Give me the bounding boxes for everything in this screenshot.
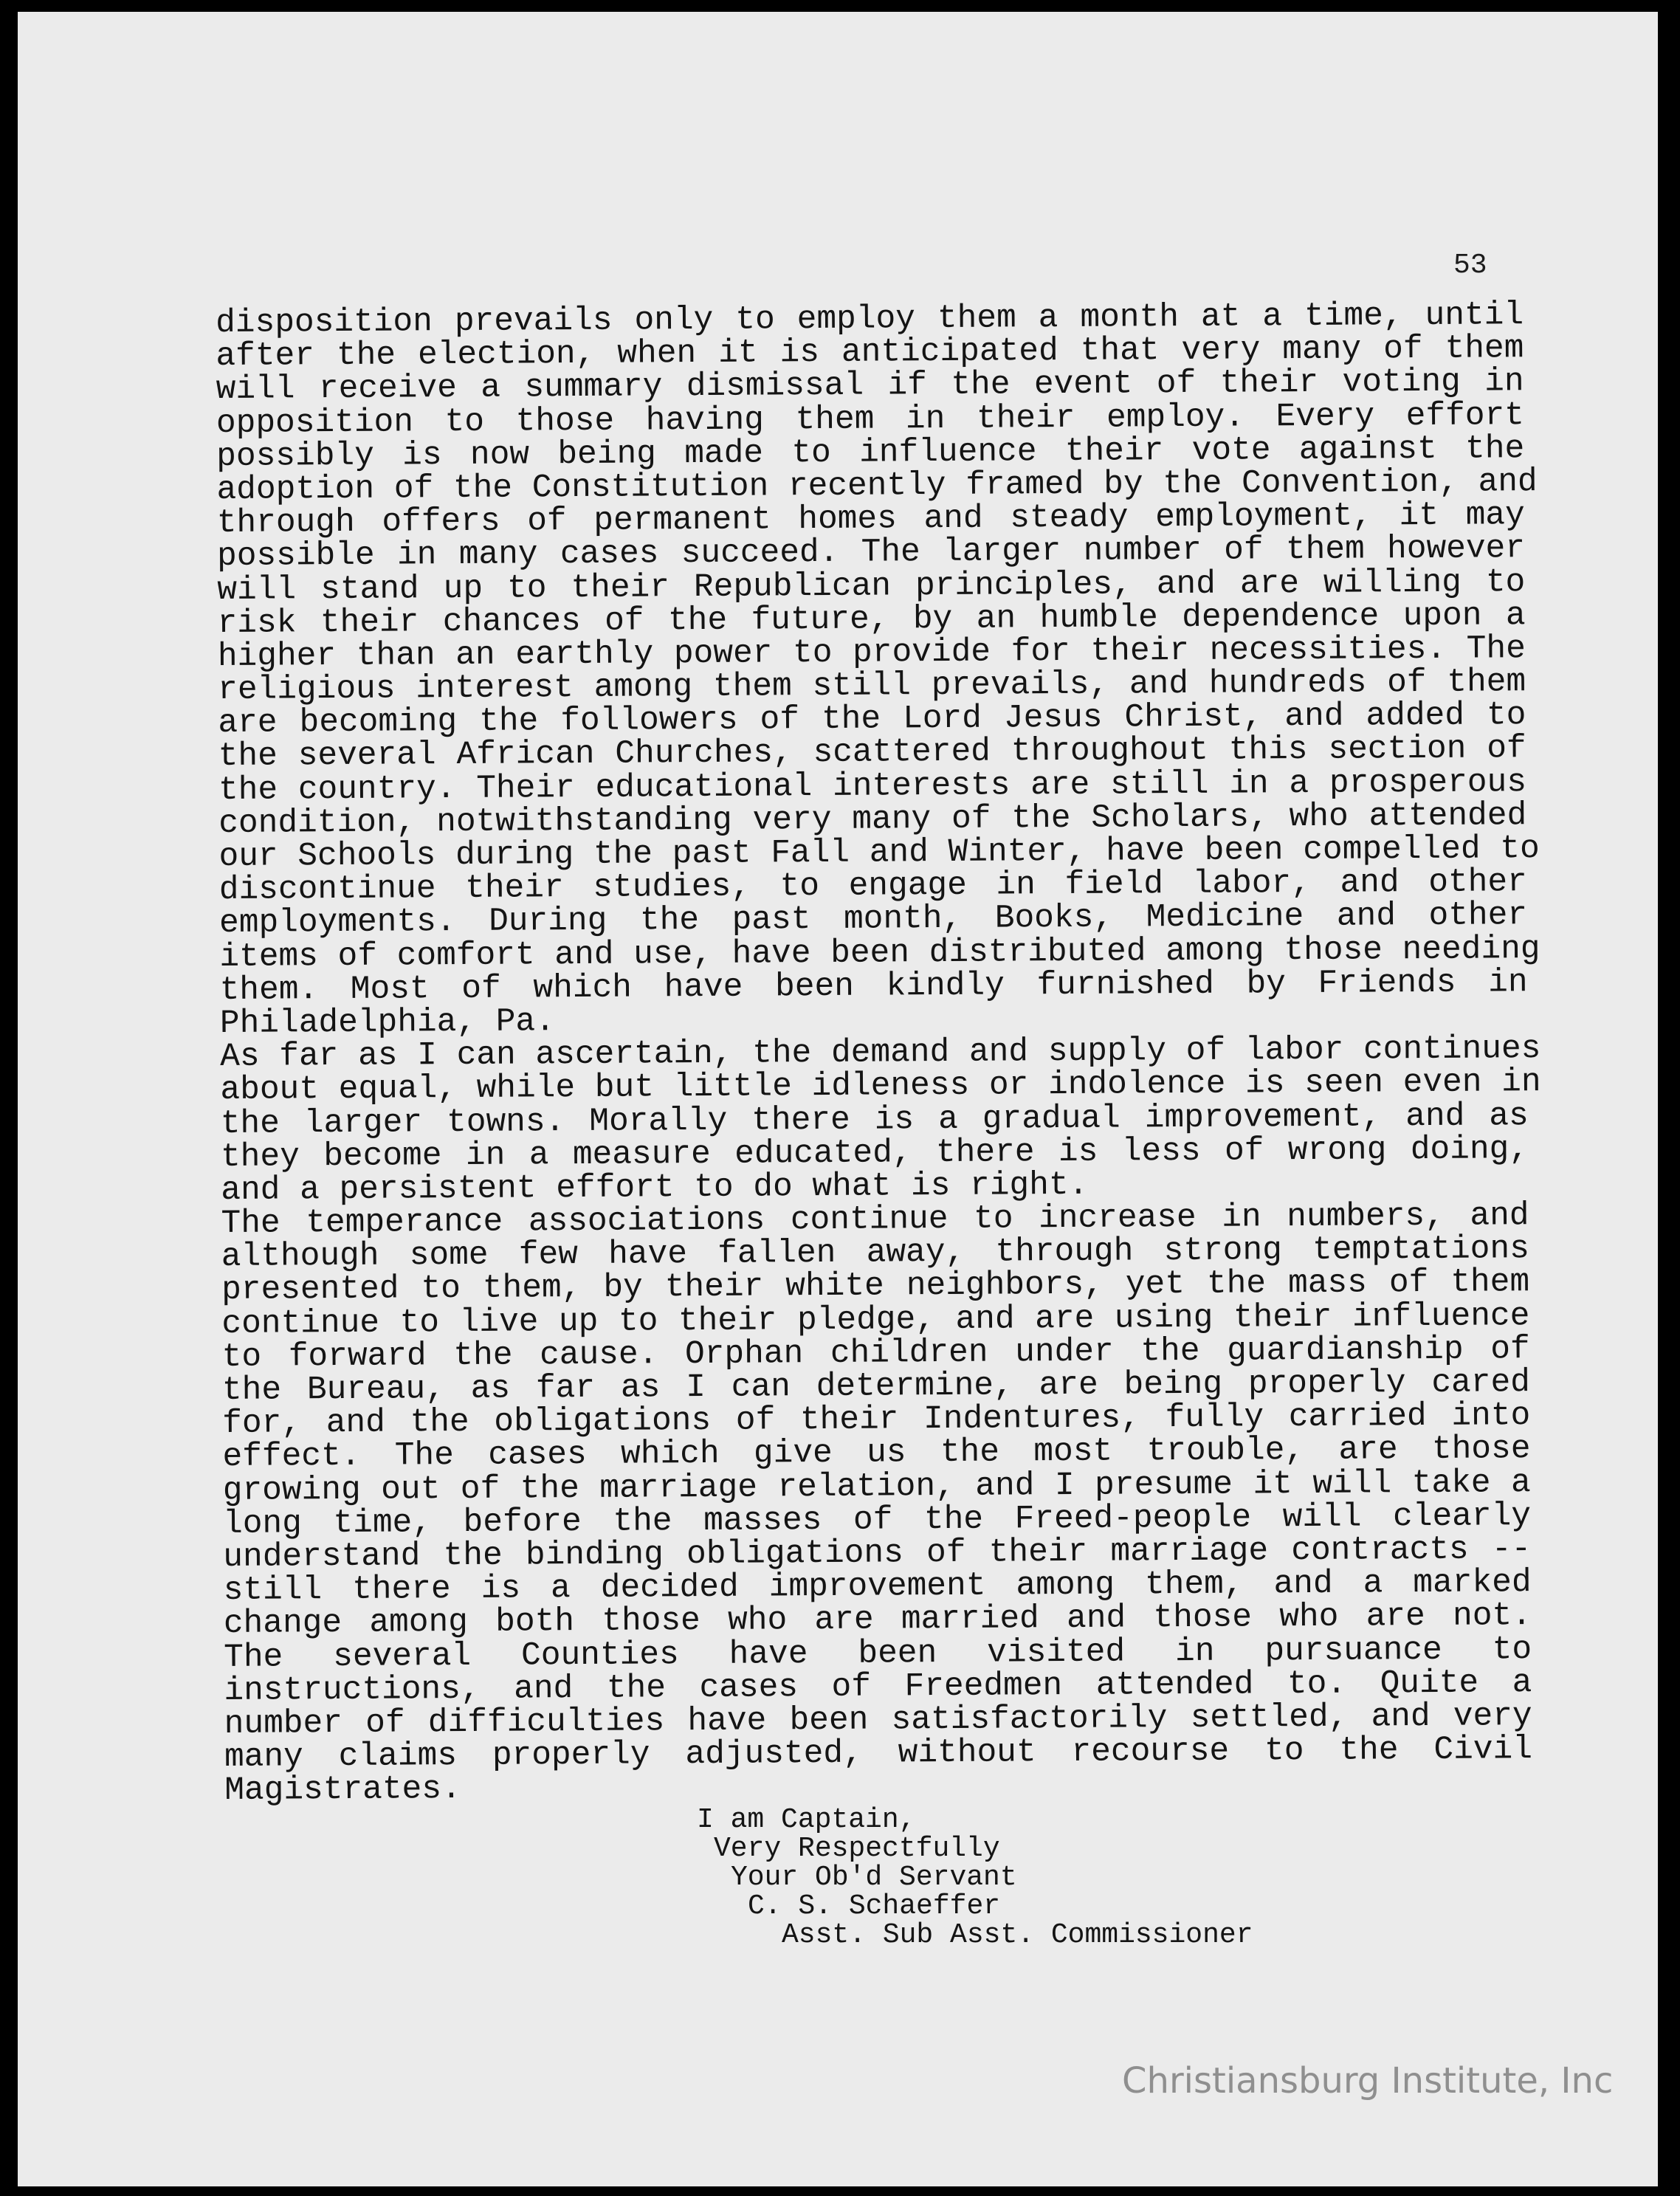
body-line: items of comfort and use, have been distributed among those needing xyxy=(219,930,1540,976)
body-line: them. Most of which have been kindly furnished by Friends in xyxy=(219,963,1528,1009)
signature-name: C. S. Schaeffer xyxy=(748,1890,1001,1922)
body-line: after the election, when it is anticipated that very many of them xyxy=(216,330,1524,376)
body-line: many claims properly adjusted, without recourse to the Civil xyxy=(224,1731,1533,1777)
body-line: possible in many cases succeed. The larger number of them however xyxy=(216,530,1526,576)
body-line: will stand up to their Republican principles, and are willing to xyxy=(217,563,1526,609)
letter-closing xyxy=(697,1806,1253,1949)
body-line: As far as I can ascertain, the demand and supply of labor continues xyxy=(220,1030,1541,1076)
body-line: risk their chances of the future, by an humble dependence upon a xyxy=(217,596,1526,642)
body-line: change among both those who are married and those who are not. xyxy=(223,1597,1532,1643)
body-line: The several Counties have been visited in pursuance to xyxy=(224,1631,1532,1676)
body-line: for, and the obligations of their Indentures, fully carried into xyxy=(222,1397,1531,1443)
closing-servant: Your Ob'd Servant xyxy=(731,1862,1017,1893)
body-line: presented to them, by their white neighbors, yet the mass of them xyxy=(221,1264,1530,1309)
body-line: adoption of the Constitution recently framed by the Convention, and xyxy=(216,464,1538,509)
body-line: will receive a summary dismissal if the event of their voting in xyxy=(216,363,1524,409)
body-line: discontinue their studies, to engage in field labor, and other xyxy=(218,864,1527,909)
body-line: Philadelphia, Pa. xyxy=(219,1003,556,1042)
closing-salutation: I am Captain, xyxy=(697,1804,916,1836)
body-line: and a persistent effort to do what is right. xyxy=(221,1166,1089,1209)
body-line: the Bureau, as far as I can determine, are being properly cared xyxy=(221,1364,1531,1409)
body-line: Magistrates. xyxy=(224,1771,461,1810)
body-line: the larger towns. Morally there is a gradual improvement, and as xyxy=(220,1097,1529,1143)
body-line: higher than an earthly power to provide for their necessities. The xyxy=(217,630,1526,675)
body-line: continue to live up to their pledge, and are using their influence xyxy=(221,1297,1530,1343)
body-line: disposition prevails only to employ them a month at a time, until xyxy=(215,297,1524,342)
body-line: religious interest among them still prevails, and hundreds of them xyxy=(218,664,1526,709)
body-line: the several African Churches, scattered throughout this section of xyxy=(218,730,1526,776)
letter-body xyxy=(215,297,1541,1810)
body-line: growing out of the marriage relation, and I presume it will take a xyxy=(222,1464,1531,1510)
body-line: effect. The cases which give us the most trouble, are those xyxy=(222,1431,1531,1476)
body-line: number of difficulties have been satisfactorily settled, and very xyxy=(224,1698,1532,1743)
body-line: understand the binding obligations of their marriage contracts -- xyxy=(223,1531,1532,1576)
signature-title: Asst. Sub Asst. Commissioner xyxy=(782,1919,1253,1951)
body-line: employments. During the past month, Books, Medicine and other xyxy=(218,897,1528,943)
body-line: through offers of permanent homes and steady employment, it may xyxy=(216,497,1525,543)
body-line: The temperance associations continue to increase in numbers, and xyxy=(221,1197,1529,1243)
body-line: to forward the cause. Orphan children under the guardianship of xyxy=(221,1330,1530,1376)
document-page xyxy=(18,12,1658,2186)
body-line: still there is a decided improvement among them, and a marked xyxy=(223,1564,1532,1610)
body-line: they become in a measure educated, there is less of wrong doing, xyxy=(220,1130,1529,1176)
archive-watermark: Christiansburg Institute, Inc xyxy=(1122,2060,1614,2102)
body-line: are becoming the followers of the Lord Jesus Christ, and added to xyxy=(218,697,1526,743)
body-line: our Schools during the past Fall and Winter, have been compelled to xyxy=(218,830,1540,875)
page-number: 53 xyxy=(1453,249,1487,281)
body-line: possibly is now being made to influence their vote against the xyxy=(216,430,1525,475)
body-line: long time, before the masses of the Freed-people will clearly xyxy=(222,1497,1532,1543)
body-line: the country. Their educational interests are still in a prosperous xyxy=(218,763,1527,809)
body-line: instructions, and the cases of Freedmen attended to. Quite a xyxy=(224,1664,1532,1710)
body-line: opposition to those having them in their employ. Every effort xyxy=(216,396,1525,442)
body-line: about equal, while but little idleness or indolence is seen even in xyxy=(220,1064,1541,1109)
closing-respectfully: Very Respectfully xyxy=(714,1833,1000,1865)
body-line: condition, notwithstanding very many of the Scholars, who attended xyxy=(218,796,1527,842)
body-line: although some few have fallen away, through strong temptations xyxy=(221,1230,1529,1276)
